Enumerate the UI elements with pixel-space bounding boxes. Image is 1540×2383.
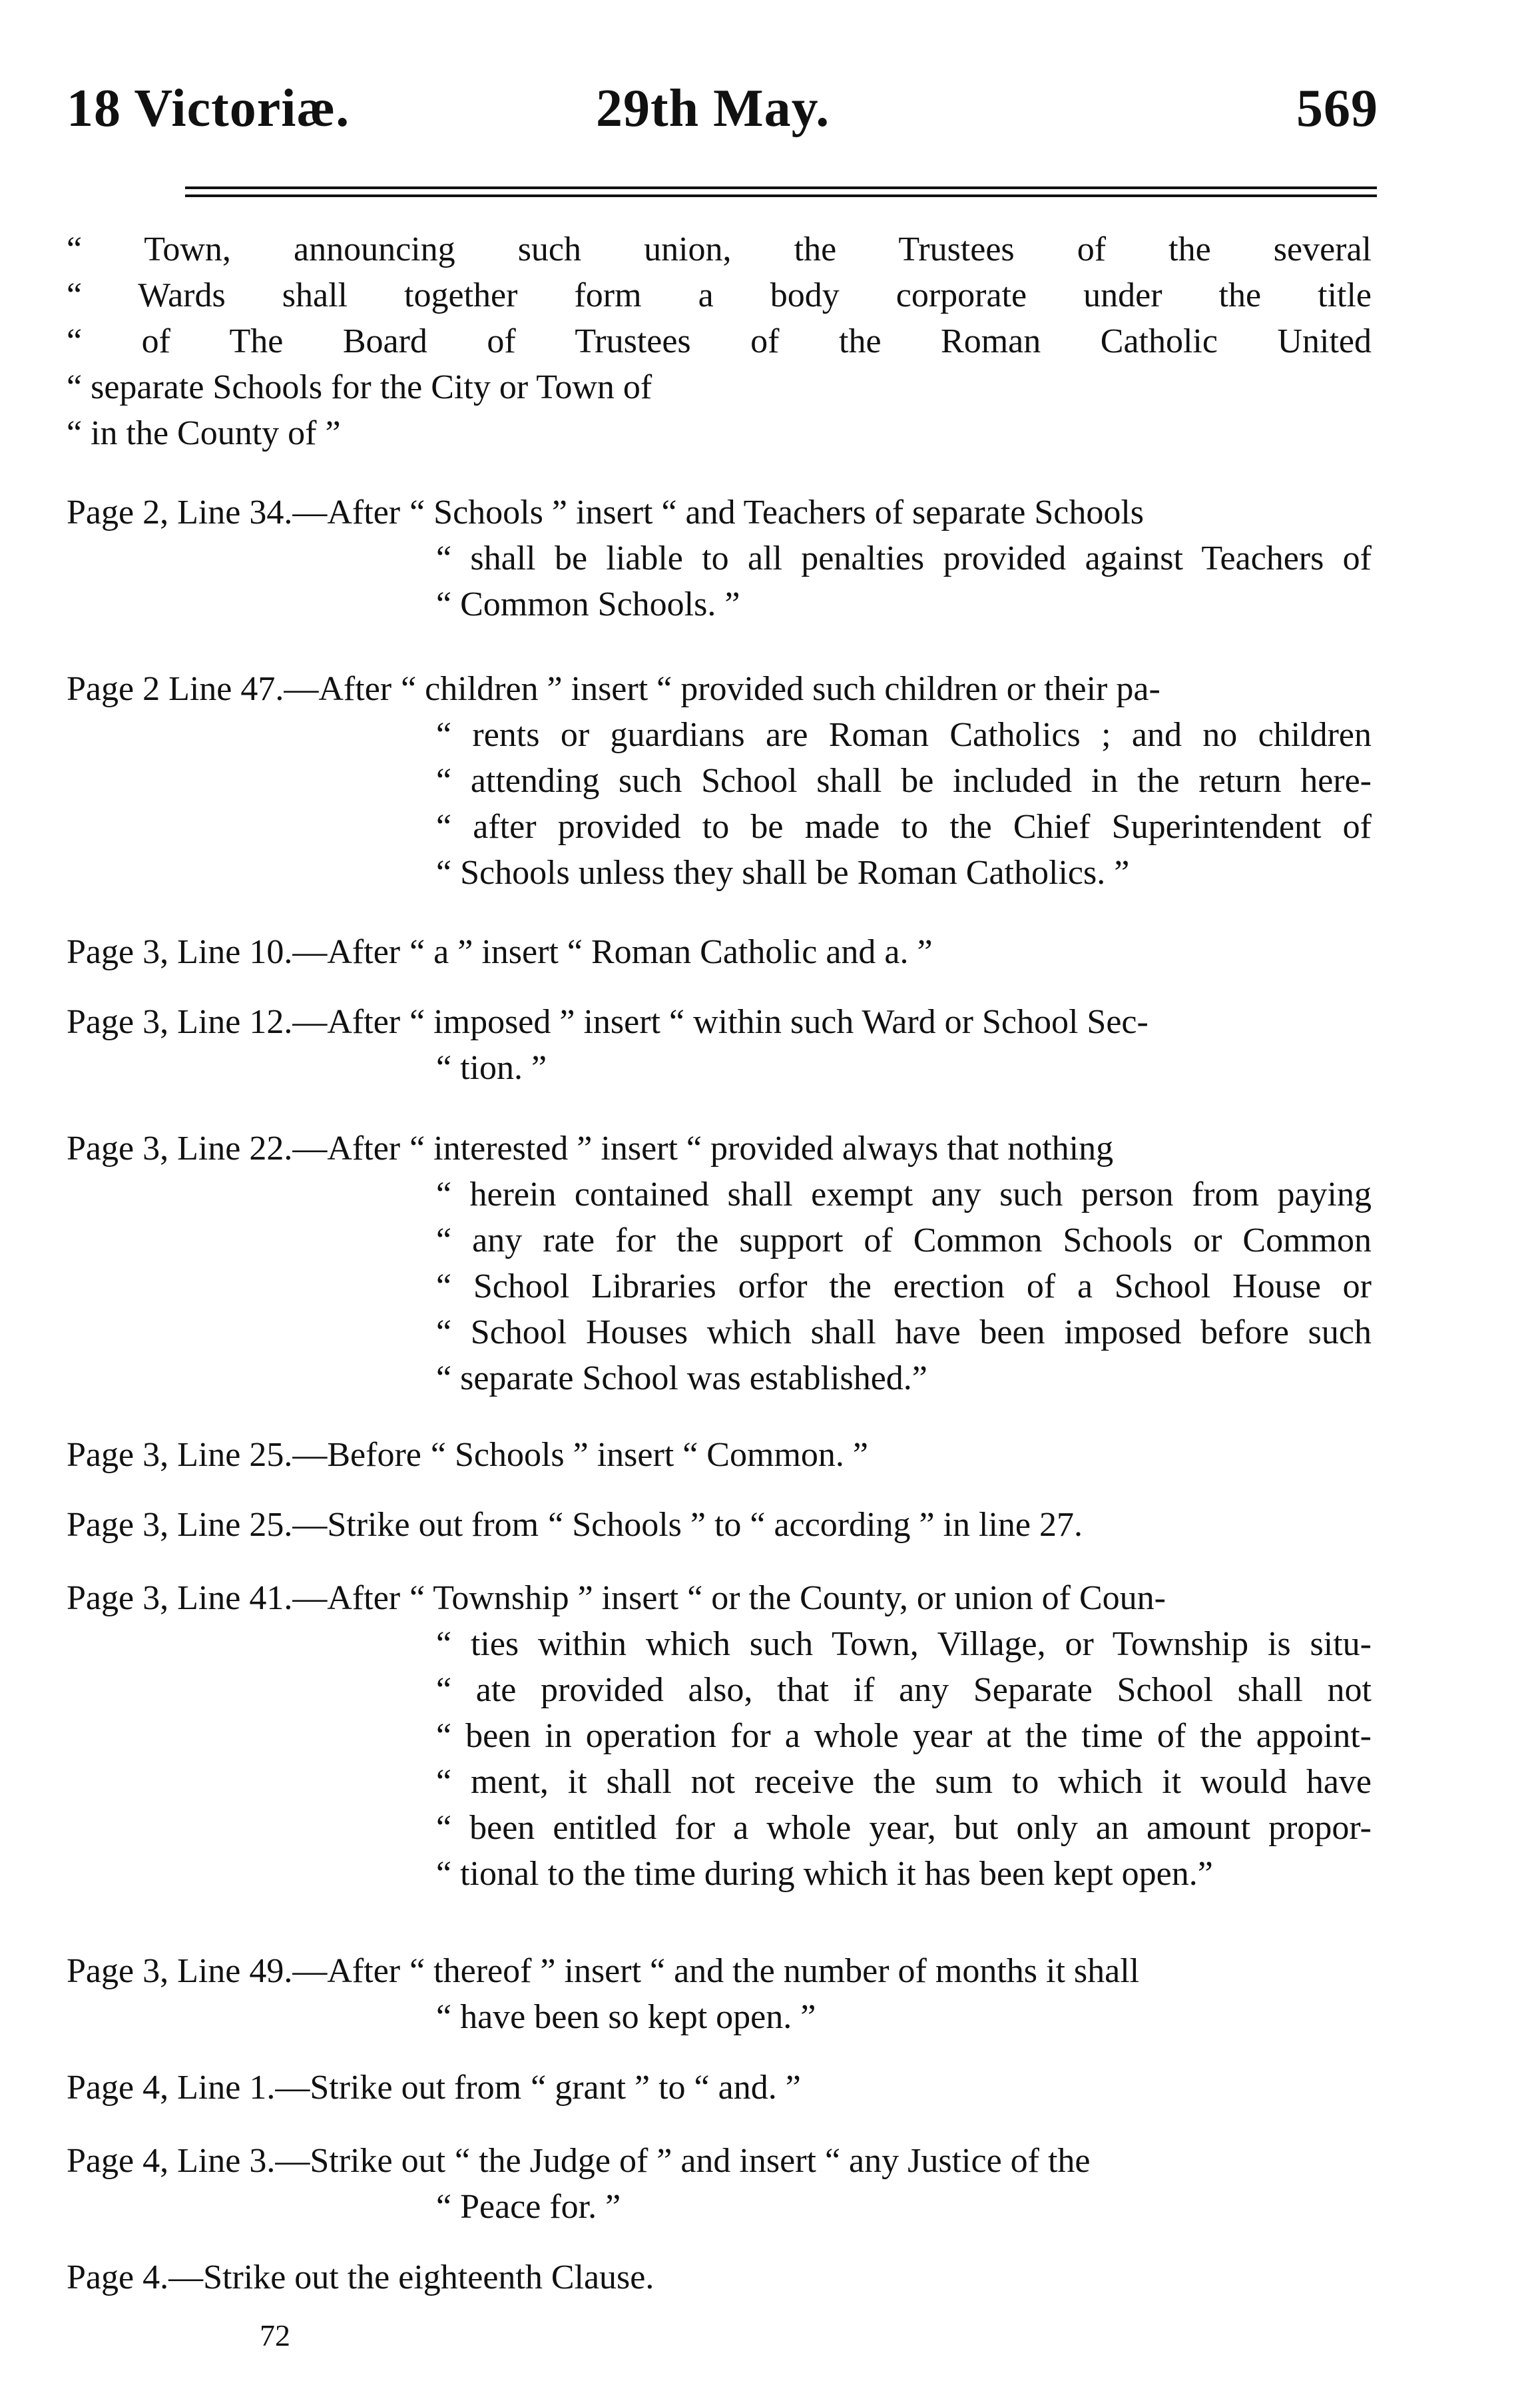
amendment-text: “ the Judge of ” and insert “ any Justice of the: [455, 2142, 1091, 2180]
amendment-first-line: [67, 1948, 1372, 1994]
amendment-continuation: “ rents or guardians are Roman Catholics ; and no children: [436, 716, 1372, 754]
header-date: 29th May.: [596, 79, 830, 138]
amendment-continuation: “ Schools unless they shall be Roman Catholics. ”: [436, 854, 1130, 892]
intro-line: “ Wards shall together form a body corporate under the title: [67, 276, 1372, 314]
amendment-continuation: “ have been so kept open. ”: [436, 1998, 816, 2036]
amendment-entry: [67, 2254, 1372, 2300]
amendment-first-line: [67, 2138, 1372, 2184]
amendment-text: “ Township ” insert “ or the County, or union of Coun-: [409, 1579, 1166, 1617]
amendment-entry: [67, 1575, 1372, 1897]
amendment-reference: Page 2 Line 47.—After: [67, 670, 392, 708]
running-header: [67, 79, 1378, 145]
amendment-first-line: [67, 666, 1372, 712]
amendment-first-line: [67, 1432, 1372, 1478]
amendment-reference: Page 4, Line 1.—Strike out from: [67, 2069, 522, 2107]
amendment-continuation: “ Common Schools. ”: [436, 585, 740, 623]
amendment-continuation: “ tion. ”: [436, 1049, 547, 1087]
amendment-entry: [67, 2065, 1372, 2111]
amendment-first-line: [67, 2065, 1372, 2111]
amendment-entry: [67, 2138, 1372, 2230]
amendment-continuation: “ separate School was established.”: [436, 1359, 927, 1397]
amendment-first-line: [67, 929, 1372, 975]
amendment-first-line: [67, 999, 1372, 1045]
signature-mark: 72: [260, 2318, 290, 2352]
amendment-continuation: “ herein contained shall exempt any such person from paying: [436, 1176, 1372, 1213]
amendment-text: “ thereof ” insert “ and the number of months it shall: [409, 1952, 1140, 1990]
amendment-continuation: “ ment, it shall not receive the sum to which it would have: [436, 1763, 1372, 1801]
amendment-first-line: [67, 1575, 1372, 1621]
amendment-reference: Page 3, Line 25.—Before: [67, 1436, 421, 1474]
amendment-continuation: “ attending such School shall be included in the return here-: [436, 762, 1372, 800]
amendment-reference: Page 4, Line 3.—Strike out: [67, 2142, 446, 2180]
intro-line: “ in the County of ”: [67, 414, 341, 452]
amendment-entry: [67, 999, 1372, 1091]
amendment-reference: Page 3, Line 10.—After: [67, 933, 401, 971]
amendment-continuation: “ shall be liable to all penalties provided against Teachers of: [436, 539, 1372, 577]
amendment-reference: Page 3, Line 22.—After: [67, 1130, 401, 1168]
amendment-reference: Page 3, Line 12.—After: [67, 1003, 401, 1041]
amendment-entry: [67, 1432, 1372, 1478]
amendment-text: “ Schools ” insert “ and Teachers of separate Schools: [409, 494, 1145, 531]
amendment-text: “ children ” insert “ provided such children or their pa-: [401, 670, 1160, 708]
amendment-reference: Page 2, Line 34.—After: [67, 494, 401, 531]
intro-quoted-text: [67, 226, 1372, 456]
amendment-entry: [67, 1126, 1372, 1401]
amendment-continuation: “ been entitled for a whole year, but only an amount propor-: [436, 1809, 1372, 1847]
amendment-text: “ grant ” to “ and. ”: [531, 2069, 801, 2107]
amendment-text: “ a ” insert “ Roman Catholic and a. ”: [409, 933, 933, 971]
amendment-reference: Page 3, Line 25.—Strike out from: [67, 1506, 539, 1544]
header-regnal-year: 18 Victoriæ.: [67, 79, 350, 138]
intro-line: “ separate Schools for the City or Town of: [67, 368, 652, 406]
intro-line: “ Town, announcing such union, the Trustees of the several: [67, 230, 1372, 268]
amendment-entry: [67, 490, 1372, 627]
amendment-entry: [67, 666, 1372, 896]
amendment-text: “ Schools ” to “ according ” in line 27.: [548, 1506, 1083, 1544]
amendment-text: “ imposed ” insert “ within such Ward or School Sec-: [409, 1003, 1149, 1041]
amendment-first-line: [67, 2254, 1372, 2300]
amendment-first-line: [67, 1126, 1372, 1172]
amendment-continuation: “ School Libraries orfor the erection of a School House or: [436, 1267, 1372, 1305]
amendment-continuation: “ any rate for the support of Common Schools or Common: [436, 1221, 1372, 1259]
amendment-first-line: [67, 1502, 1372, 1548]
amendment-text: “ Schools ” insert “ Common. ”: [430, 1436, 868, 1474]
page-number: 569: [1296, 79, 1378, 138]
amendment-reference: Page 3, Line 49.—After: [67, 1952, 401, 1990]
amendment-continuation: “ School Houses which shall have been imposed before such: [436, 1313, 1372, 1351]
amendment-entry: [67, 1502, 1372, 1548]
amendment-continuation: “ ties within which such Town, Village, or Township is situ-: [436, 1625, 1372, 1663]
header-rule-bottom: [185, 194, 1377, 197]
header-rule-top: [185, 186, 1377, 189]
amendment-reference: Page 4.—Strike out the eighteenth Clause.: [67, 2258, 654, 2296]
amendment-continuation: “ after provided to be made to the Chief Superintendent of: [436, 808, 1372, 846]
intro-line: “ of The Board of Trustees of the Roman Catholic United: [67, 322, 1372, 360]
amendment-continuation: “ been in operation for a whole year at the time of the appoint-: [436, 1717, 1372, 1755]
amendment-entry: [67, 929, 1372, 975]
amendment-first-line: [67, 490, 1372, 535]
amendment-continuation: “ Peace for. ”: [436, 2188, 621, 2226]
amendment-entry: [67, 1948, 1372, 2040]
amendment-reference: Page 3, Line 41.—After: [67, 1579, 401, 1617]
amendment-continuation: “ tional to the time during which it has been kept open.”: [436, 1855, 1213, 1893]
amendment-text: “ interested ” insert “ provided always that nothing: [409, 1130, 1114, 1168]
amendment-continuation: “ ate provided also, that if any Separate School shall not: [436, 1671, 1372, 1709]
